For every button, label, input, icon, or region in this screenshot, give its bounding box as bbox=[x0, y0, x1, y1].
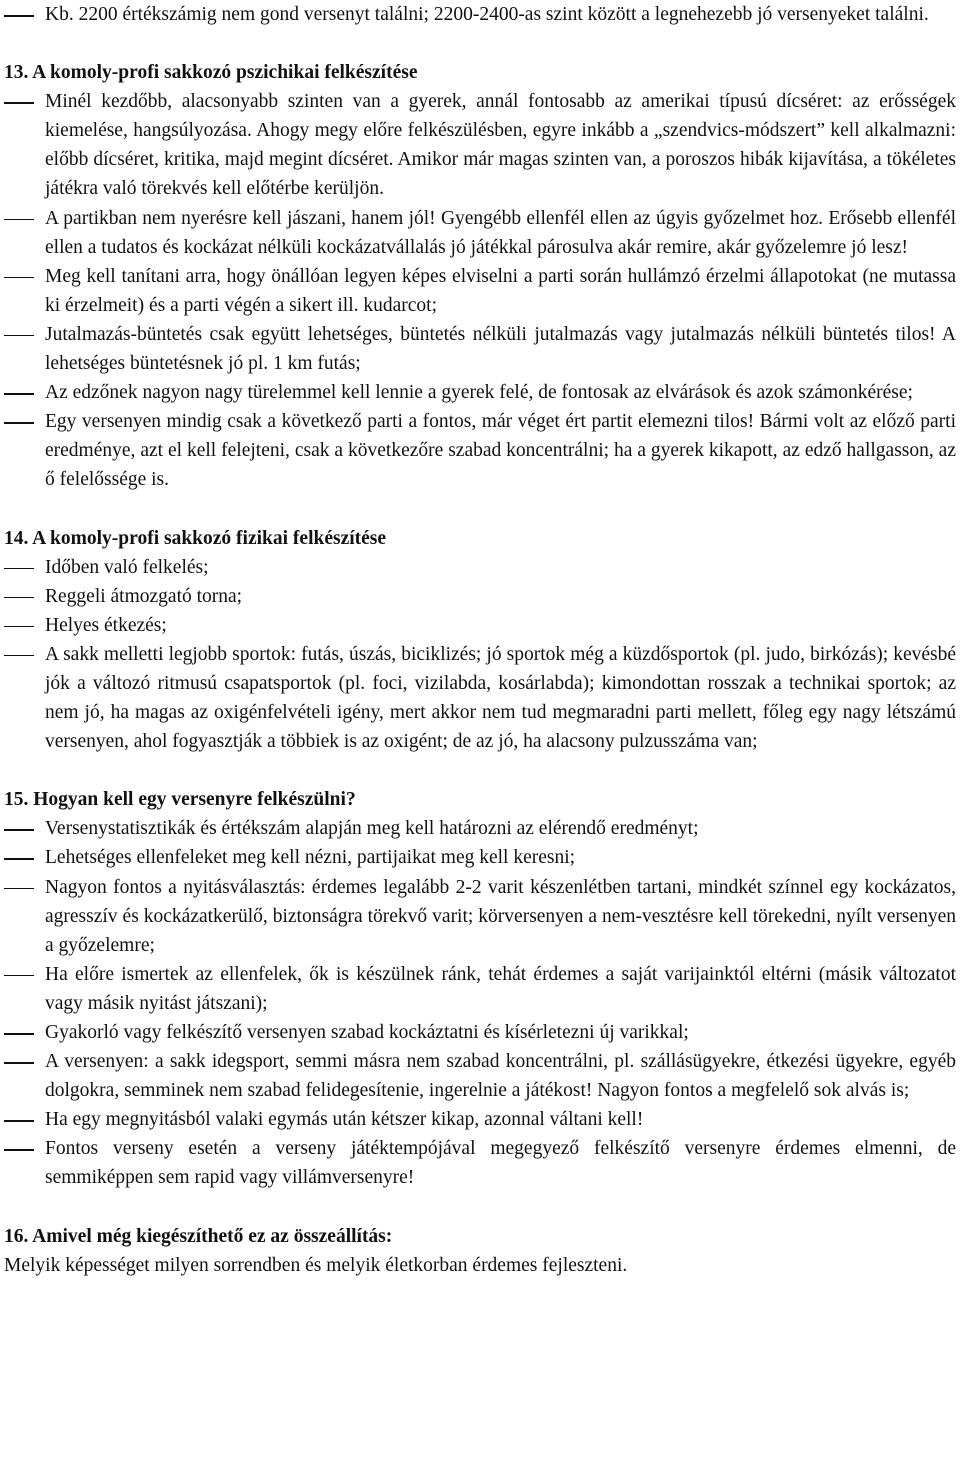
spacer bbox=[4, 495, 956, 524]
intro-list bbox=[4, 0, 956, 29]
list-item: Kb. 2200 értékszámig nem gond versenyt találni; 2200-2400-as szint között a legnehezebb jó versenyeket találni. bbox=[4, 0, 956, 29]
section-heading: 16. Amivel még kiegészíthető ez az összeállítás: bbox=[4, 1225, 393, 1247]
section-15 bbox=[4, 785, 956, 1192]
list-item: Fontos verseny esetén a verseny játéktempójával megegyező felkészítő versenyre érdemes elmenni, de semmiképpen sem rapid vagy villámversenyre! bbox=[4, 1134, 956, 1192]
section-heading: 14. A komoly-profi sakkozó fizikai felkészítése bbox=[4, 527, 387, 549]
list-item: Időben való felkelés; bbox=[4, 553, 956, 582]
list-item: A partikban nem nyerésre kell jászani, hanem jól! Gyengébb ellenfél ellen az úgyis győzelmet hoz. Erősebb ellenfél ellen a tudatos és kockázat nélküli kockázatvállalás jó játékkal párosulva akár remire, akár győzelemre jó lesz! bbox=[4, 204, 956, 262]
paragraph: Melyik képességet milyen sorrendben és melyik életkorban érdemes fejleszteni. bbox=[4, 1254, 628, 1276]
section-16 bbox=[4, 1222, 956, 1280]
list-item: Minél kezdőbb, alacsonyabb szinten van a gyerek, annál fontosabb az amerikai típusú dícséret: az erősségek kiemelése, hangsúlyozása. Ahogy megy előre felkészülésben, egyre inkább a „szendvics-módszert” kell alkalmazni: előbb dícséret, kritika, majd megint dícséret. Amikor már magas szinten van, a poroszos hibák kijavítása, a tökéletes játékra való törekvés kell előtérbe kerüljön. bbox=[4, 87, 956, 203]
list-item: Versenystatisztikák és értékszám alapján meg kell határozni az elérendő eredményt; bbox=[4, 814, 956, 843]
list-item: Meg kell tanítani arra, hogy önállóan legyen képes elviselni a parti során hullámzó érzelmi állapotokat (ne mutassa ki érzelmeit) és a parti végén a sikert ill. kudarcot; bbox=[4, 262, 956, 320]
section-13 bbox=[4, 58, 956, 494]
list-item: Gyakorló vagy felkészítő versenyen szabad kockáztatni és kísérletezni új varikkal; bbox=[4, 1018, 956, 1047]
list-item: Ha egy megnyitásból valaki egymás után kétszer kikap, azonnal váltani kell! bbox=[4, 1105, 956, 1134]
list-item: Egy versenyen mindig csak a következő parti a fontos, már véget ért partit elemezni tilos! Bármi volt az előző parti eredménye, azt el kell felejteni, csak a következőre szabad koncentrálni; ha a gyerek kikapott, az edző hallgasson, az ő felelőssége is. bbox=[4, 407, 956, 494]
list-item: Az edzőnek nagyon nagy türelemmel kell lennie a gyerek felé, de fontosak az elvárások és azok számonkérése; bbox=[4, 378, 956, 407]
section-heading: 15. Hogyan kell egy versenyre felkészülni? bbox=[4, 789, 356, 811]
list-item: Lehetséges ellenfeleket meg kell nézni, partijaikat meg kell keresni; bbox=[4, 843, 956, 872]
list-item: Ha előre ismertek az ellenfelek, ők is készülnek ránk, tehát érdemes a saját varijainktól eltérni (másik változatot vagy másik nyitást játszani); bbox=[4, 960, 956, 1018]
list-item: Jutalmazás-büntetés csak együtt lehetséges, büntetés nélküli jutalmazás vagy jutalmazás nélküli büntetés tilos! A lehetséges büntetésnek jó pl. 1 km futás; bbox=[4, 320, 956, 378]
list-item: A sakk melletti legjobb sportok: futás, úszás, biciklizés; jó sportok még a küzdősportok (pl. judo, birkózás); kevésbé jók a változó ritmusú csapatsportok (pl. foci, vizilabda, kosárlabda); kimondottan rosszak a technikai sportok; az nem jó, ha magas az oxigénfelvételi igény, mert akkor nem tud megmaradni parti mellett, főleg egy nagy létszámú versenyen, ahol fogyasztják a többiek is az oxigént; de az jó, ha alacsony pulzusszáma van; bbox=[4, 640, 956, 756]
list-item: Reggeli átmozgató torna; bbox=[4, 582, 956, 611]
spacer bbox=[4, 756, 956, 785]
list-item: A versenyen: a sakk idegsport, semmi másra nem szabad koncentrálni, pl. szállásügyekre, étkezési ügyekre, egyéb dolgokra, semminek nem szabad felidegesítenie, ingerelnie a játékost! Nagyon fontos a megfelelő sok alvás is; bbox=[4, 1047, 956, 1105]
section-14 bbox=[4, 524, 956, 757]
list-item: Helyes étkezés; bbox=[4, 611, 956, 640]
spacer bbox=[4, 1193, 956, 1222]
spacer bbox=[4, 29, 956, 58]
list-item: Nagyon fontos a nyitásválasztás: érdemes legalább 2-2 varit készenlétben tartani, mindkét színnel egy kockázatos, agresszív és kockázatkerülő, biztonságra törekvő varit; körversenyen a nem-vesztésre kell törekedni, nyílt versenyen a győzelemre; bbox=[4, 873, 956, 960]
section-heading: 13. A komoly-profi sakkozó pszichikai felkészítése bbox=[4, 62, 418, 84]
